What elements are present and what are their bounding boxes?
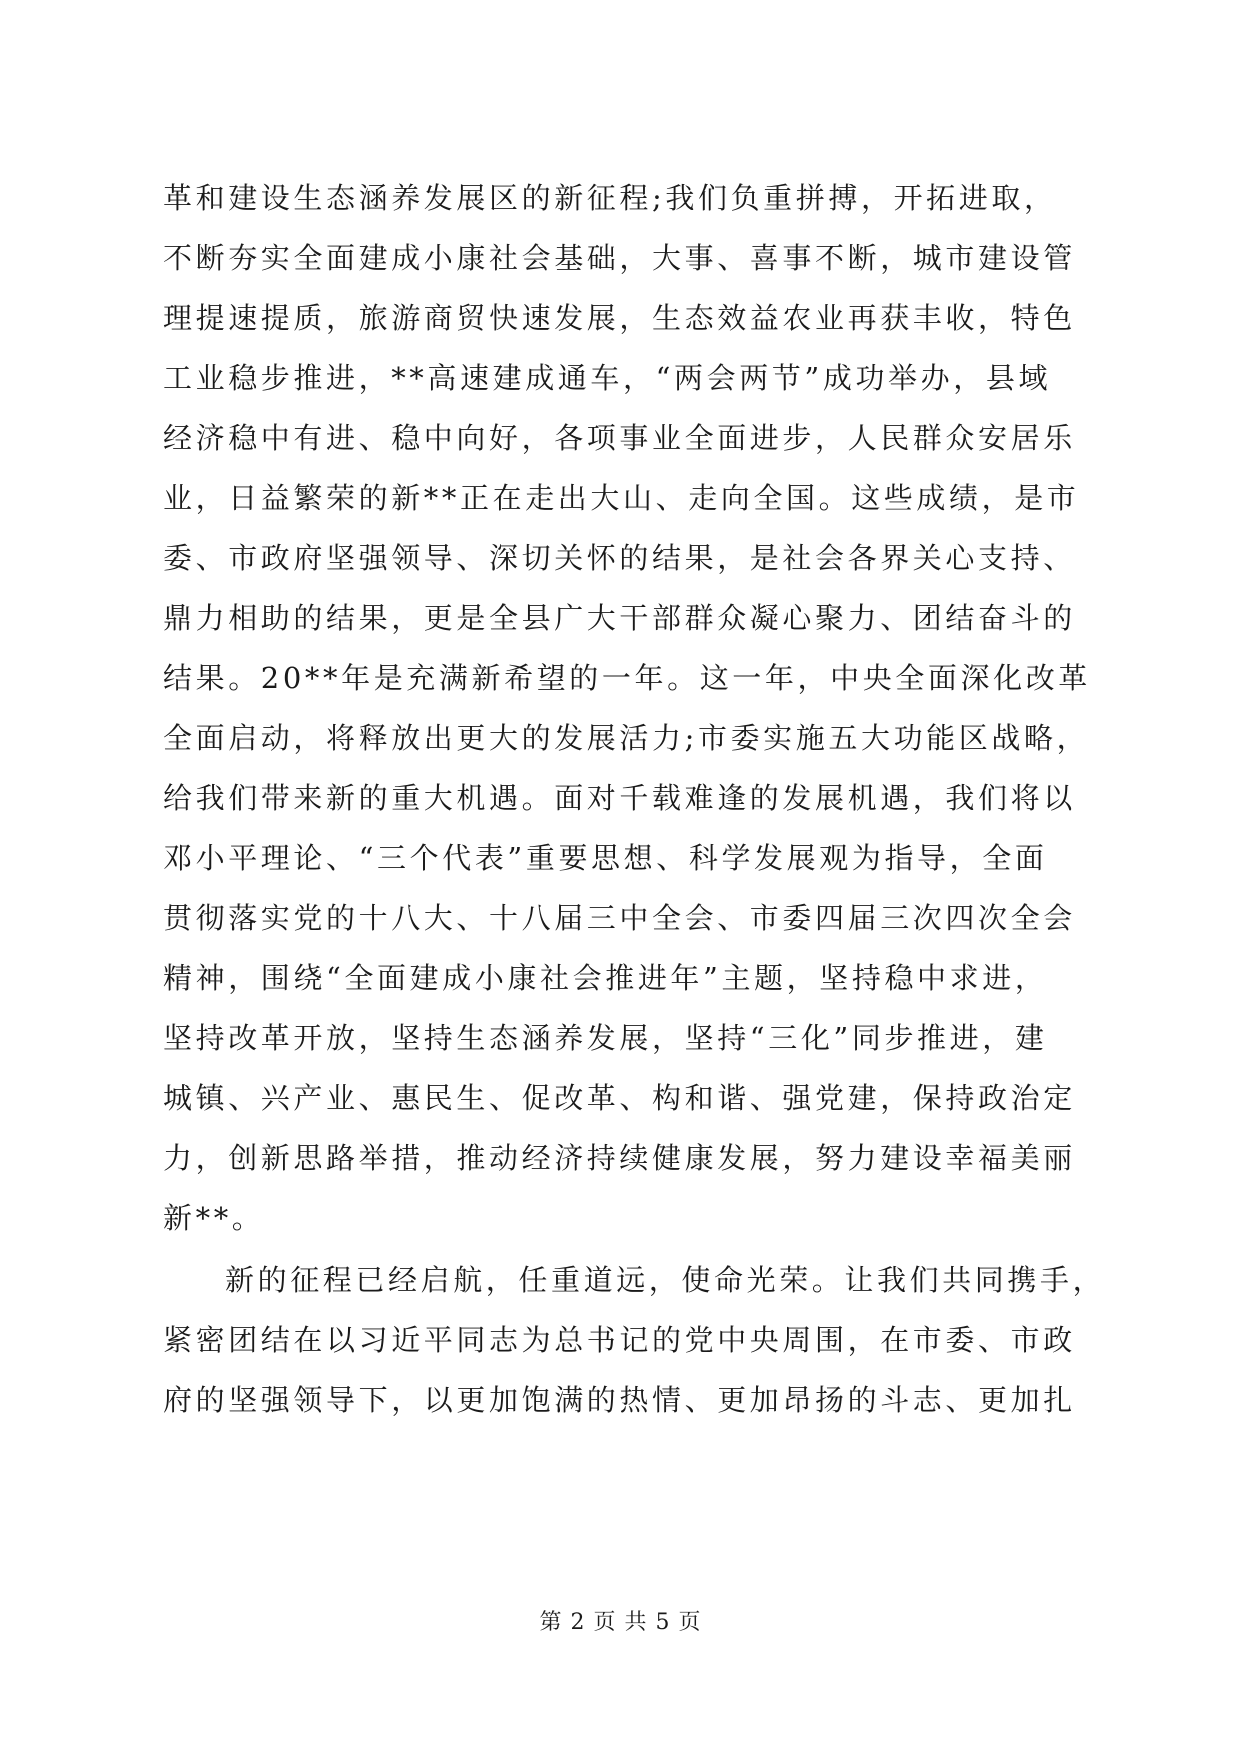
text-line: 精神，围绕“全面建成小康社会推进年”主题，坚持稳中求进， <box>163 961 1048 995</box>
text-line: 新的征程已经启航，任重道远，使命光荣。让我们共同携手， <box>225 1263 1106 1297</box>
text-line: 业，日益繁荣的新**正在走出大山、走向全国。这些成绩，是市 <box>163 481 1080 515</box>
text-line: 不断夯实全面建成小康社会基础，大事、喜事不断，城市建设管 <box>163 241 1076 275</box>
text-line: 府的坚强领导下，以更加饱满的热情、更加昂扬的斗志、更加扎 <box>163 1383 1076 1417</box>
text-line: 新**。 <box>163 1201 265 1235</box>
paragraph-1 <box>163 168 1103 1248</box>
text-line: 工业稳步推进，**高速建成通车，“两会两节”成功举办，县域 <box>163 361 1052 395</box>
text-line: 鼎力相助的结果，更是全县广大干部群众凝心聚力、团结奋斗的 <box>163 601 1076 635</box>
text-line: 给我们带来新的重大机遇。面对千载难逢的发展机遇，我们将以 <box>163 781 1076 815</box>
page-number-footer: 第 2 页 共 5 页 <box>539 1610 702 1635</box>
text-line: 邓小平理论、“三个代表”重要思想、科学发展观为指导，全面 <box>163 841 1048 875</box>
text-line: 坚持改革开放，坚持生态涵养发展，坚持“三化”同步推进，建 <box>163 1021 1048 1055</box>
text-line: 城镇、兴产业、惠民生、促改革、构和谐、强党建，保持政治定 <box>163 1081 1076 1115</box>
text-line: 全面启动，将释放出更大的发展活力;市委实施五大功能区战略， <box>163 721 1090 755</box>
text-line: 理提速提质，旅游商贸快速发展，生态效益农业再获丰收，特色 <box>163 301 1076 335</box>
text-line: 结果。20**年是充满新希望的一年。这一年，中央全面深化改革 <box>163 661 1091 695</box>
text-line: 力，创新思路举措，推动经济持续健康发展，努力建设幸福美丽 <box>163 1141 1076 1175</box>
text-line: 委、市政府坚强领导、深切关怀的结果，是社会各界关心支持、 <box>163 541 1076 575</box>
text-line: 贯彻落实党的十八大、十八届三中全会、市委四届三次四次全会 <box>163 901 1076 935</box>
document-body <box>163 168 1106 1430</box>
text-line: 经济稳中有进、稳中向好，各项事业全面进步，人民群众安居乐 <box>163 421 1076 455</box>
text-line: 紧密团结在以习近平同志为总书记的党中央周围，在市委、市政 <box>163 1323 1076 1357</box>
paragraph-2 <box>163 1250 1106 1430</box>
text-line: 革和建设生态涵养发展区的新征程;我们负重拼搏，开拓进取， <box>163 181 1057 215</box>
